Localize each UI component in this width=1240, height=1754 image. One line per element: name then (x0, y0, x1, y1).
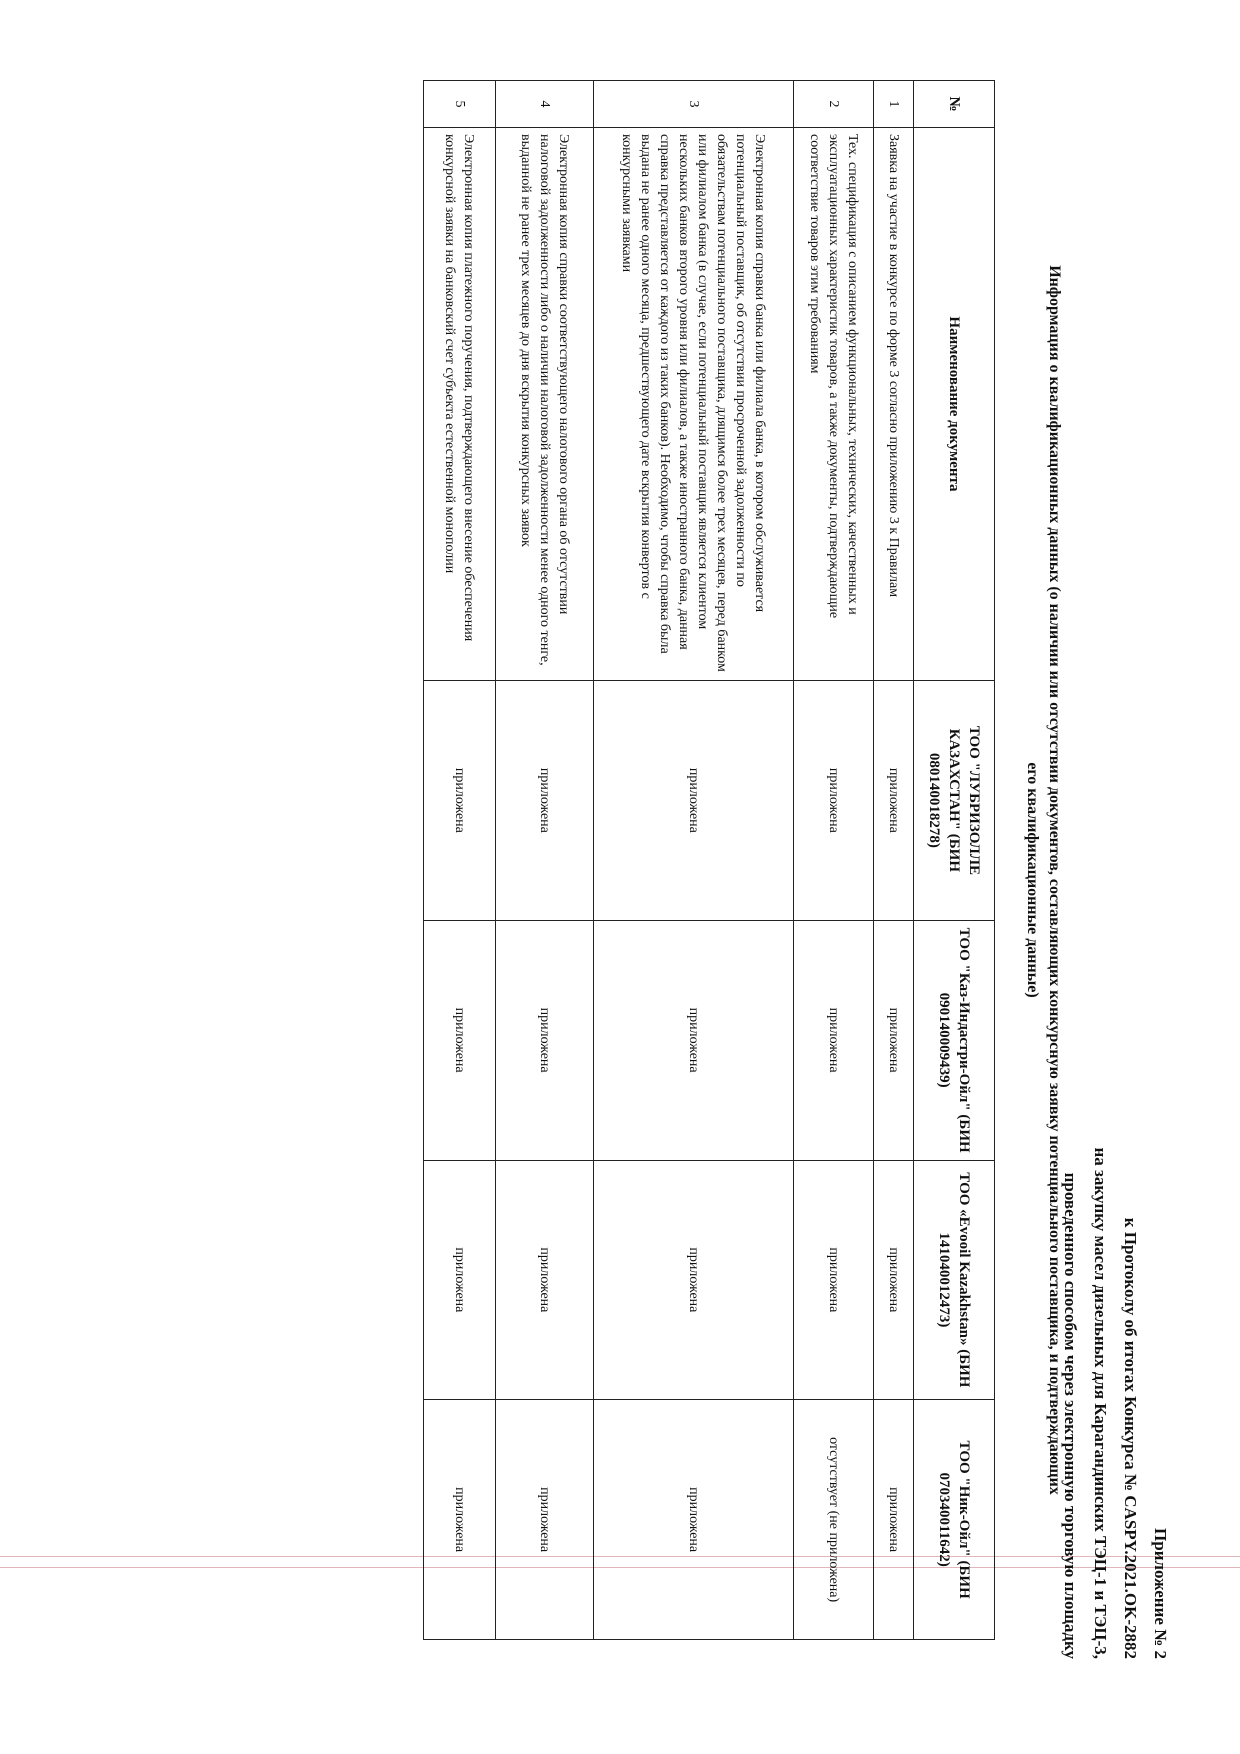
row-num: 1 (874, 81, 914, 128)
row-status-supplier-2: приложена (794, 920, 874, 1160)
row-document-name: Заявка на участие в конкурсе по форме 3 согласно приложению 3 к Правилам (874, 128, 914, 681)
row-num: 3 (594, 81, 794, 128)
appendix-header (1055, 559, 1175, 1659)
row-status-supplier-3: приложена (496, 1160, 594, 1400)
header-supplier-2: ТОО "Каз-Индастри-Ойл" (БИН 090140009439) (914, 920, 995, 1160)
row-status-supplier-3: приложена (424, 1160, 496, 1400)
table-row (874, 81, 914, 1640)
appendix-number: Приложение № 2 (1151, 1528, 1170, 1659)
row-document-name: Электронная копия справки соответствующего налогового органа об отсутствии налоговой задолженности либо о наличии налоговой задолженности менее одного тенге, выданной не ранее трех месяцев до дня вскрытия конкурсных заявок (496, 128, 594, 681)
header-name: Наименование документа (914, 128, 995, 681)
row-status-supplier-4: приложена (424, 1400, 496, 1640)
table-row (496, 81, 594, 1640)
title-line-2: его квалификационные данные) (1024, 762, 1041, 998)
row-status-supplier-3: приложена (794, 1160, 874, 1400)
row-status-supplier-1: приложена (594, 681, 794, 921)
header-num: № (914, 81, 995, 128)
row-document-name: Тех. спецификация с описанием функциональных, технических, качественных и эксплуатационных характеристик товаров, а также документы, подтверждающие соответствие товаров этим требованиям (794, 128, 874, 681)
table-row (794, 81, 874, 1640)
row-status-supplier-2: приложена (874, 920, 914, 1160)
row-status-supplier-2: приложена (594, 920, 794, 1160)
header-supplier-4: ТОО "Ник-Ойл" (БИН 070340011642) (914, 1400, 995, 1640)
row-document-name: Электронная копия платежного поручения, подтверждающего внесение обеспечения конкурсной заявки на банковский счет субъекта естественной монополии (424, 128, 496, 681)
appendix-line-2: на закупку масел дизельных для Карагандинских ТЭЦ-1 и ТЭЦ-3, (1091, 1147, 1110, 1659)
row-status-supplier-1: приложена (874, 681, 914, 921)
row-status-supplier-3: приложена (874, 1160, 914, 1400)
table-row (424, 81, 496, 1640)
row-status-supplier-4: приложена (496, 1400, 594, 1640)
header-supplier-3: ТОО «Evooil Kazakhstan» (БИН 141040012473) (914, 1160, 995, 1400)
row-num: 2 (794, 81, 874, 128)
header-supplier-1: ТОО "ЛУБРИЗОЛЛЕ КАЗАХСТАН" (БИН 080140018278) (914, 681, 995, 921)
document-title (1021, 140, 1065, 1620)
appendix-line-1: к Протоколу об итогах Конкурса № CASPY.2021.OK-2882 (1121, 1217, 1140, 1659)
row-status-supplier-2: приложена (424, 920, 496, 1160)
row-status-supplier-4: отсутствует (не приложена) (794, 1400, 874, 1640)
row-status-supplier-1: приложена (496, 681, 594, 921)
row-document-name: Электронная копия справки банка или филиала банка, в котором обслуживается потенциальный поставщик, об отсутствии просроченной задолженности по обязательствам потенциального поставщика, длящимся более трех месяцев, перед банком или филиалом банка (в случае, если потенциальный поставщик является клиентом нескольких банков второго уровня или филиалов, а также иностранного банка, данная справка представляется от каждого из таких банков). Необходимо, чтобы справка была выдана не ранее одного месяца, предшествующего дате вскрытия конвертов с конкурсными заявками (594, 128, 794, 681)
row-status-supplier-1: приложена (424, 681, 496, 921)
qualification-table (423, 80, 995, 1640)
row-num: 4 (496, 81, 594, 128)
row-status-supplier-2: приложена (496, 920, 594, 1160)
title-line-1: Информация о квалификационных данных (о наличии или отсутствии документов, составляющих конкурсную заявку потенциального поставщика, и подтверждающих (1046, 265, 1063, 1495)
table-header-row (914, 81, 995, 1640)
row-status-supplier-4: приложена (874, 1400, 914, 1640)
row-num: 5 (424, 81, 496, 128)
row-status-supplier-1: приложена (794, 681, 874, 921)
row-status-supplier-4: приложена (594, 1400, 794, 1640)
table-row (594, 81, 794, 1640)
row-status-supplier-3: приложена (594, 1160, 794, 1400)
appendix-line-3: проведенного способом через электронную торговую площадку (1061, 1172, 1080, 1659)
